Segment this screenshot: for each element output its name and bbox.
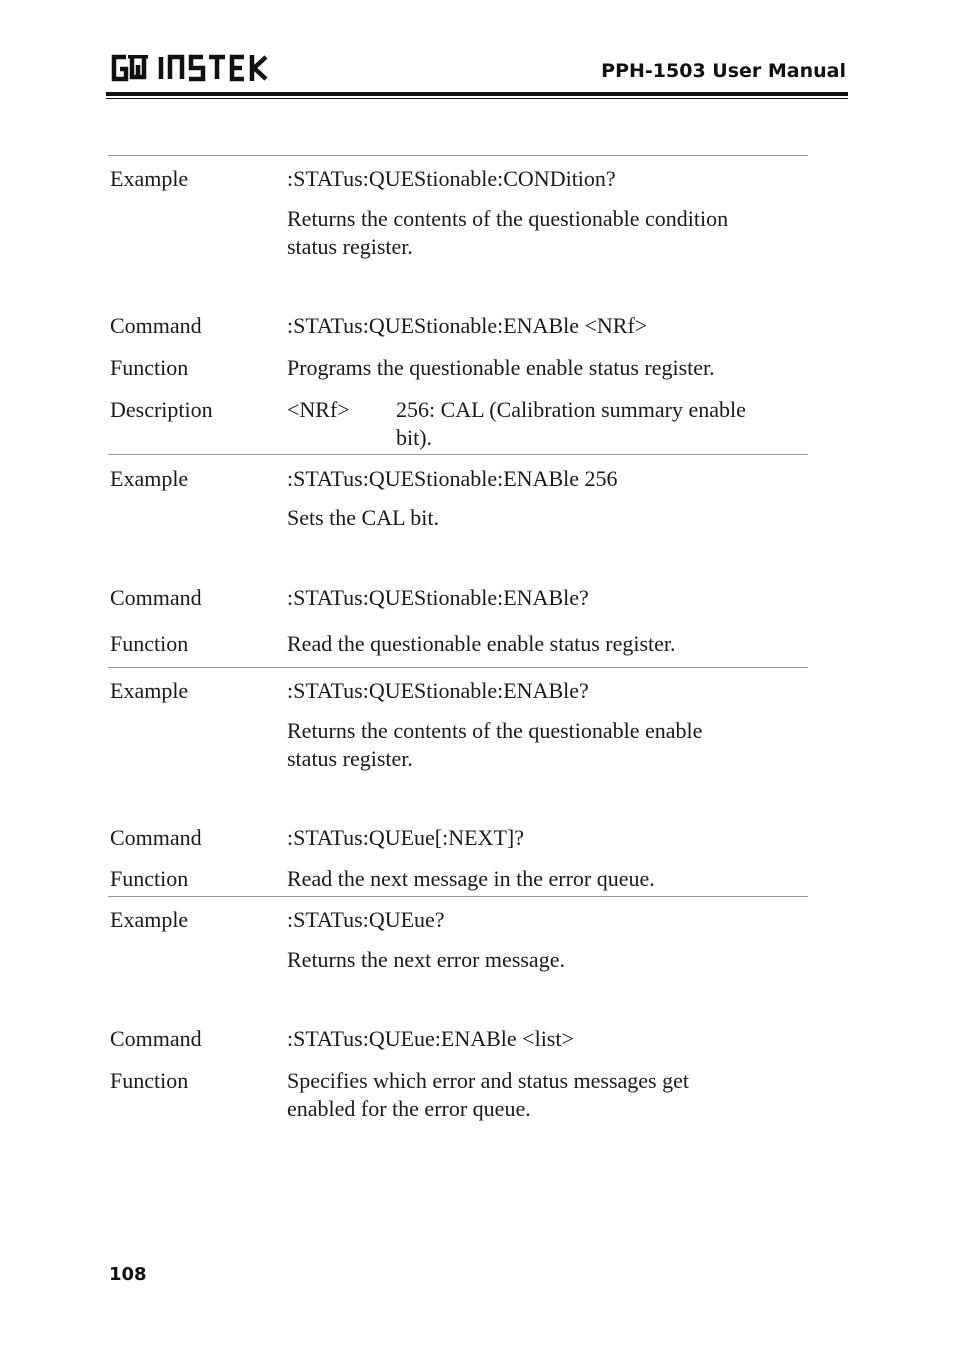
row-label-command: Command bbox=[110, 313, 202, 338]
command-syntax: :STATus:QUEStionable:ENABle <NRf> bbox=[287, 313, 648, 338]
example-command: :STATus:QUEue? bbox=[287, 907, 445, 932]
row-label-function: Function bbox=[110, 866, 189, 891]
example-description: Sets the CAL bit. bbox=[287, 505, 439, 530]
function-text: Programs the questionable enable status register. bbox=[287, 355, 715, 380]
row-label-description: Description bbox=[110, 397, 213, 422]
section-divider bbox=[108, 155, 808, 156]
section-divider bbox=[108, 896, 808, 897]
row-label-function: Function bbox=[110, 355, 189, 380]
command-syntax: :STATus:QUEStionable:ENABle? bbox=[287, 585, 589, 610]
header-rule-thick bbox=[106, 92, 848, 96]
example-description: Returns the contents of the questionable enable bbox=[287, 718, 703, 743]
row-label-function: Function bbox=[110, 631, 189, 656]
example-description: Returns the next error message. bbox=[287, 947, 565, 972]
example-description: Returns the contents of the questionable condition bbox=[287, 206, 729, 231]
document-title: PPH-1503 User Manual bbox=[601, 60, 846, 82]
function-text: Read the questionable enable status register. bbox=[287, 631, 676, 656]
parameter-name: <NRf> bbox=[287, 397, 350, 422]
header-rule-thin bbox=[106, 98, 848, 100]
row-label-example: Example bbox=[110, 166, 189, 191]
example-command: :STATus:QUEStionable:CONDition? bbox=[287, 166, 616, 191]
example-description: status register. bbox=[287, 234, 413, 259]
section-divider bbox=[108, 667, 808, 668]
command-syntax: :STATus:QUEue[:NEXT]? bbox=[287, 825, 524, 850]
section-divider bbox=[108, 454, 808, 455]
example-command: :STATus:QUEStionable:ENABle? bbox=[287, 678, 589, 703]
example-command: :STATus:QUEStionable:ENABle 256 bbox=[287, 466, 618, 491]
row-label-example: Example bbox=[110, 907, 189, 932]
parameter-description: bit). bbox=[396, 425, 433, 450]
function-text: enabled for the error queue. bbox=[287, 1096, 531, 1121]
page-number: 108 bbox=[109, 1264, 147, 1285]
row-label-command: Command bbox=[110, 1026, 202, 1051]
row-label-example: Example bbox=[110, 466, 189, 491]
example-description: status register. bbox=[287, 746, 413, 771]
command-syntax: :STATus:QUEue:ENABle <list> bbox=[287, 1026, 574, 1051]
function-text: Specifies which error and status messages get bbox=[287, 1068, 689, 1093]
parameter-description: 256: CAL (Calibration summary enable bbox=[396, 397, 746, 422]
row-label-command: Command bbox=[110, 825, 202, 850]
function-text: Read the next message in the error queue. bbox=[287, 866, 655, 891]
row-label-example: Example bbox=[110, 678, 189, 703]
row-label-command: Command bbox=[110, 585, 202, 610]
row-label-function: Function bbox=[110, 1068, 189, 1093]
gw-instek-logo bbox=[108, 53, 280, 83]
